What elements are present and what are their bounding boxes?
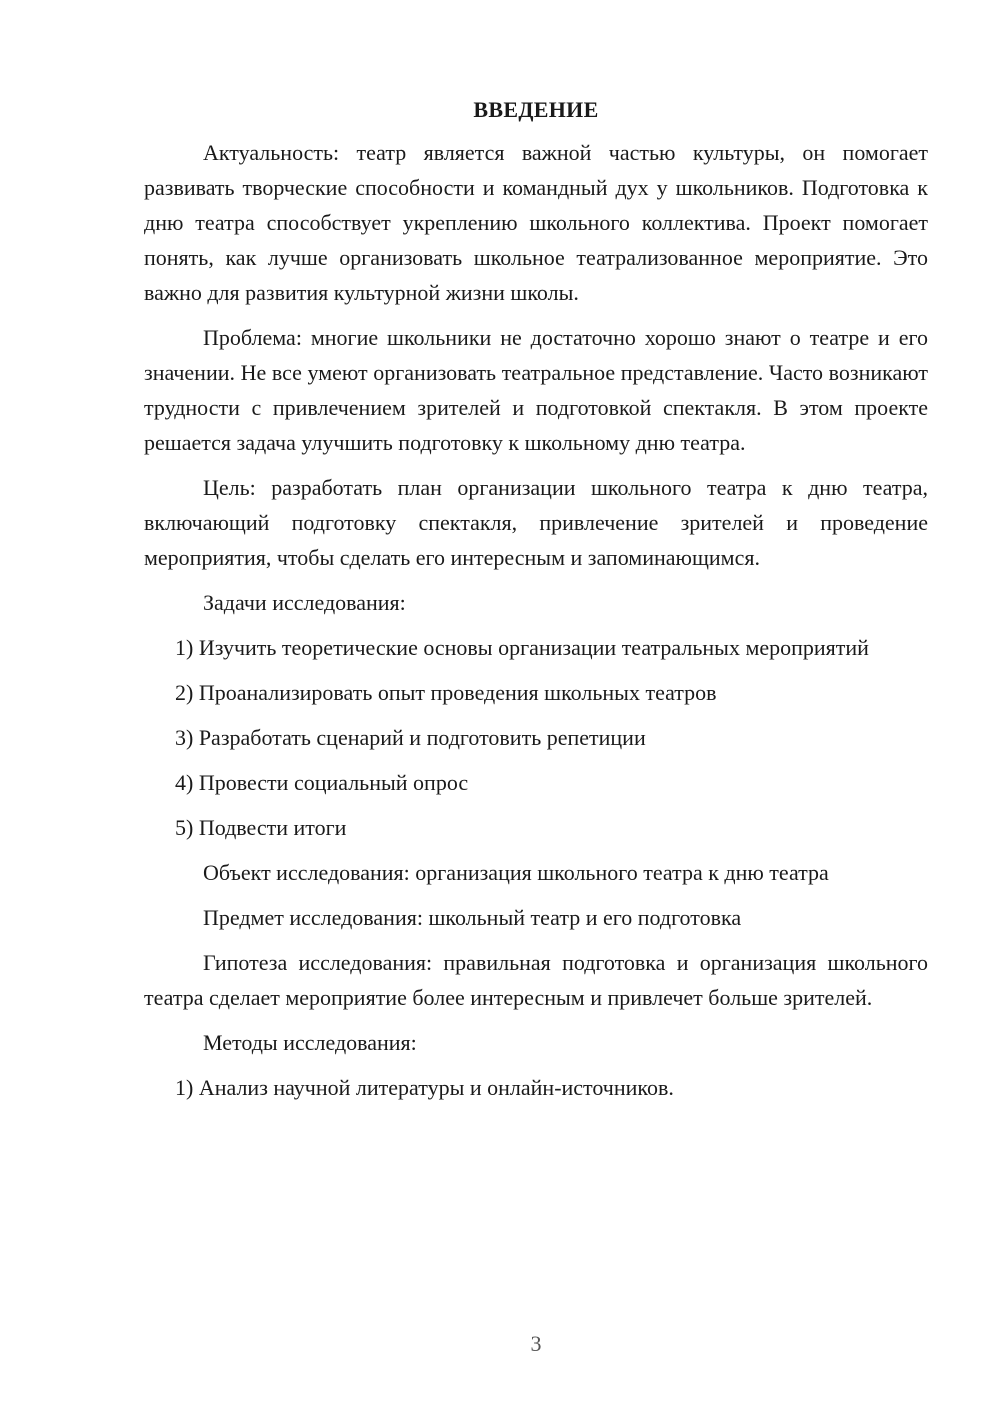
subject-paragraph: Предмет исследования: школьный театр и его подготовка [203, 905, 742, 930]
tasks-heading: Задачи исследования: [203, 590, 406, 615]
goal-paragraph: Цель: разработать план организации школьного театра к дню театра, включающий подготовку спектакля, привлечение зрителей и проведение мероприятия, чтобы сделать его интересным и запоминающимся. [144, 475, 928, 570]
document-page [144, 95, 928, 1115]
task-item-5: 5) Подвести итоги [175, 815, 347, 840]
task-item-3: 3) Разработать сценарий и подготовить репетиции [175, 725, 646, 750]
object-paragraph: Объект исследования: организация школьного театра к дню театра [203, 860, 829, 885]
task-item-4: 4) Провести социальный опрос [175, 770, 469, 795]
page-number: 3 [530, 1331, 542, 1356]
page-title: ВВЕДЕНИЕ [473, 97, 599, 122]
task-item-2: 2) Проанализировать опыт проведения школьных театров [175, 680, 717, 705]
hypothesis-paragraph: Гипотеза исследования: правильная подготовка и организация школьного театра сделает мероприятие более интересным и привлечет больше зрителей. [144, 950, 928, 1010]
methods-heading: Методы исследования: [203, 1030, 417, 1055]
problem-paragraph: Проблема: многие школьники не достаточно хорошо знают о театре и его значении. Не все умеют организовать театральное представление. Часто возникают трудности с привлечением зрителей и подготовкой спектакля. В этом проекте решается задача улучшить подготовку к школьному дню театра. [144, 325, 928, 455]
method-item-1: 1) Анализ научной литературы и онлайн-источников. [175, 1075, 674, 1100]
task-item-1: 1) Изучить теоретические основы организации театральных мероприятий [175, 635, 869, 660]
relevance-paragraph: Актуальность: театр является важной частью культуры, он помогает развивать творческие способности и командный дух у школьников. Подготовка к дню театра способствует укреплению школьного коллектива. Проект помогает понять, как лучше организовать школьное театрализованное мероприятие. Это важно для развития культурной жизни школы. [144, 140, 928, 305]
